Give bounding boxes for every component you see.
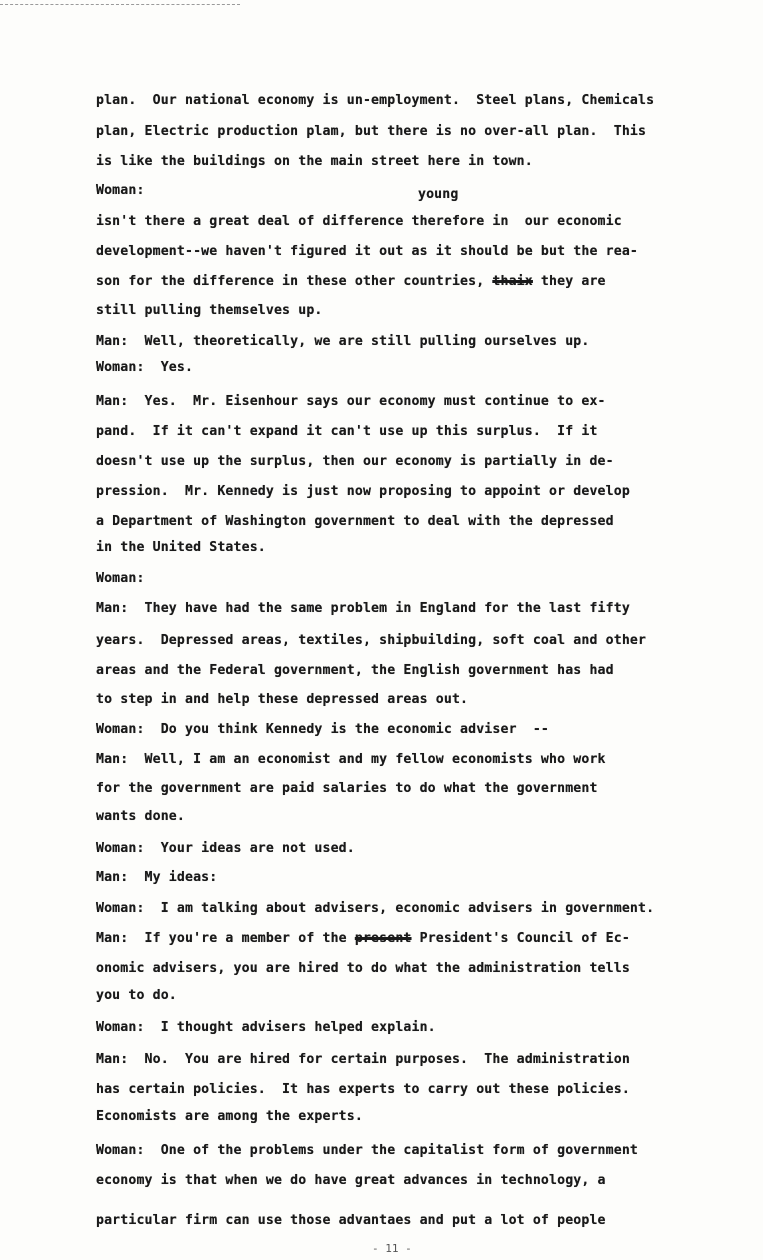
- speaker-label: Woman:: [96, 183, 145, 198]
- text-line: plan, Electric production plam, but there is no over-all plan. This: [96, 124, 647, 139]
- dialogue-line: Man: Yes. Mr. Eisenhour says our economy must continue to ex-: [96, 394, 606, 409]
- text-line: [96, 273, 606, 291]
- text-line: economy is that when we do have great advances in technology, a: [96, 1173, 606, 1188]
- text-segment: Man: If you're a member of the: [96, 931, 355, 946]
- page-number: - 11 -: [372, 1242, 412, 1255]
- text-line: has certain policies. It has experts to carry out these policies.: [96, 1082, 630, 1097]
- text-segment: son for the difference in these other countries,: [96, 274, 493, 289]
- text-line: years. Depressed areas, textiles, shipbuilding, soft coal and other: [96, 633, 647, 648]
- text-line: still pulling themselves up.: [96, 303, 323, 318]
- text-line: pression. Mr. Kennedy is just now proposing to appoint or develop: [96, 484, 630, 499]
- dialogue-line: Woman: Your ideas are not used.: [96, 841, 355, 856]
- text-line: to step in and help these depressed areas out.: [96, 692, 469, 707]
- struck-out-word: present: [354, 931, 412, 946]
- text-line: doesn't use up the surplus, then our economy is partially in de-: [96, 454, 614, 469]
- dialogue-line: Woman: Yes.: [96, 360, 194, 375]
- text-line: onomic advisers, you are hired to do what the administration tells: [96, 961, 630, 976]
- text-segment: President's Council of Ec-: [411, 931, 630, 946]
- dialogue-line: Man: They have had the same problem in England for the last fifty: [96, 601, 630, 616]
- text-line: areas and the Federal government, the English government has had: [96, 663, 614, 678]
- dialogue-line: Woman: One of the problems under the capitalist form of government: [96, 1143, 638, 1158]
- top-edge-rule: [0, 4, 240, 5]
- text-line: development--we haven't figured it out as it should be but the rea-: [96, 244, 638, 259]
- text-line: Economists are among the experts.: [96, 1109, 363, 1124]
- dialogue-line: Man: My ideas:: [96, 870, 218, 885]
- text-line: for the government are paid salaries to do what the government: [96, 781, 598, 796]
- dialogue-line: Woman: I thought advisers helped explain.: [96, 1020, 436, 1035]
- text-segment: they are: [532, 274, 606, 289]
- dialogue-line: [96, 930, 630, 948]
- text-line: plan. Our national economy is un-employment. Steel plans, Chemicals: [96, 93, 655, 108]
- text-line: is like the buildings on the main street here in town.: [96, 154, 533, 169]
- dialogue-line: Man: No. You are hired for certain purposes. The administration: [96, 1052, 630, 1067]
- text-line: wants done.: [96, 809, 185, 824]
- speaker-label: Woman:: [96, 571, 145, 586]
- text-line: pand. If it can't expand it can't use up this surplus. If it: [96, 424, 598, 439]
- text-line: in the United States.: [96, 540, 266, 555]
- text-line: a Department of Washington government to deal with the depressed: [96, 514, 614, 529]
- text-line: you to do.: [96, 988, 177, 1003]
- dialogue-line: Woman: Do you think Kennedy is the economic adviser --: [96, 722, 550, 737]
- dialogue-line: Man: Well, theoretically, we are still pulling ourselves up.: [96, 334, 590, 349]
- struck-out-word: thaix: [492, 274, 533, 289]
- dialogue-line: Man: Well, I am an economist and my fellow economists who work: [96, 752, 606, 767]
- text-line: isn't there a great deal of difference therefore in our economic: [96, 214, 622, 229]
- dialogue-line: Woman: I am talking about advisers, economic advisers in government.: [96, 901, 655, 916]
- interlinear-insertion: young: [418, 187, 459, 202]
- text-line: particular firm can use those advantaes and put a lot of people: [96, 1213, 606, 1228]
